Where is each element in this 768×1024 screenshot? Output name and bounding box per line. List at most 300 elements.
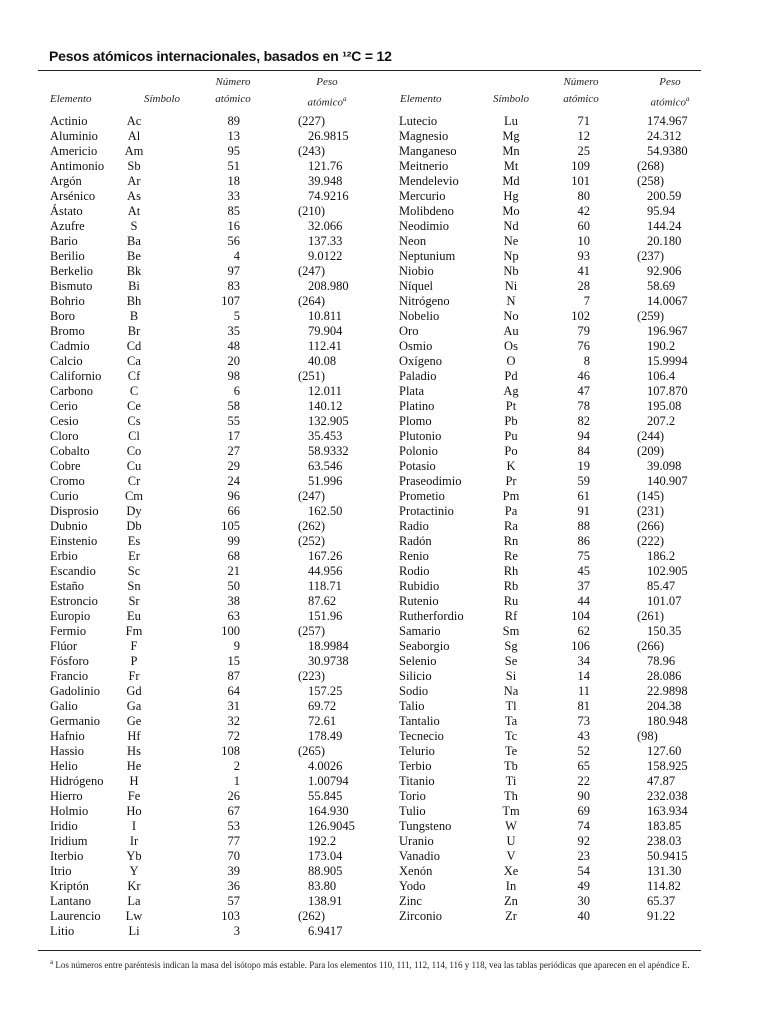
atomic-weight: 190.2 [647,339,676,353]
element-name: Torio [399,789,426,803]
element-symbol: Th [504,789,518,803]
atomic-number: 19 [577,459,590,473]
header-weight-line2: atómico [307,96,343,109]
table-row [399,384,719,399]
table-row [399,429,719,444]
table-row [50,144,380,159]
header-number-line2: atómico [563,93,599,105]
element-name: Iridium [50,834,88,848]
element-symbol: Sb [127,159,141,173]
element-symbol: Pb [504,414,518,428]
table-row [50,294,380,309]
atomic-weight: 164.930 [308,804,349,818]
element-symbol: Cm [124,489,144,503]
element-name: Gadolinio [50,684,100,698]
element-name: Californio [50,369,102,383]
atomic-weight: 173.04 [308,849,343,863]
atomic-number: 73 [577,714,590,728]
atomic-number: 90 [577,789,590,803]
element-symbol: Ho [126,804,142,818]
atomic-number: 27 [227,444,240,458]
atomic-number: 24 [227,474,240,488]
element-name: Francio [50,669,89,683]
header-weight-line1: Peso [659,76,681,88]
atomic-weight: (251) [298,369,326,383]
element-name: Renio [399,549,429,563]
atomic-number: 62 [577,624,590,638]
element-symbol: P [130,654,138,668]
element-symbol: Na [503,684,519,698]
element-symbol: Pd [504,369,518,383]
table-row [399,519,719,534]
atomic-weight: 132.905 [308,414,349,428]
table-row [399,609,719,624]
atomic-number: 35 [227,324,240,338]
atomic-weight: 118.71 [308,579,342,593]
element-symbol: Te [504,744,518,758]
table-row [399,534,719,549]
table-row [50,369,380,384]
element-name: Vanadio [399,849,440,863]
table-row [50,324,380,339]
atomic-weight: (244) [637,429,665,443]
table-row [399,159,719,174]
atomic-number: 88 [577,519,590,533]
element-symbol: Sc [127,564,141,578]
table-row [399,489,719,504]
element-symbol: Bh [126,294,142,308]
table-row [50,309,380,324]
atomic-weight: 88.905 [308,864,343,878]
atomic-number: 99 [227,534,240,548]
element-symbol: Mg [502,129,520,143]
table-row [399,324,719,339]
atomic-weight: 186.2 [647,549,676,563]
element-name: Radón [399,534,432,548]
atomic-weight: 151.96 [308,609,343,623]
atomic-weight: (266) [637,519,665,533]
atomic-weight: (210) [298,204,326,218]
atomic-weight: 44.956 [308,564,343,578]
element-symbol: Ag [503,384,519,398]
atomic-weight: 107.870 [647,384,688,398]
element-symbol: Os [504,339,518,353]
element-symbol: Zn [504,894,518,908]
table-row [399,249,719,264]
header-symbol-label: Símbolo [492,93,530,105]
atomic-number: 32 [227,714,240,728]
atomic-weight: 127.60 [647,744,682,758]
table-row [50,174,380,189]
element-symbol: Ac [126,114,142,128]
element-name: Bario [50,234,78,248]
element-name: Rutherfordio [399,609,464,623]
element-name: Disprosio [50,504,99,518]
element-name: Cadmio [50,339,90,353]
element-symbol: Pa [504,504,518,518]
atomic-number: 51 [227,159,240,173]
bottom-rule [38,950,701,951]
header-weight-line2: atómico [650,96,686,109]
atomic-number: 89 [227,114,240,128]
element-name: Europio [50,609,91,623]
atomic-number: 15 [227,654,240,668]
element-name: Titanio [399,774,435,788]
element-name: Lantano [50,894,91,908]
table-row [50,189,380,204]
atomic-number: 8 [583,354,590,368]
element-symbol: Hf [127,729,141,743]
element-symbol: Am [124,144,144,158]
atomic-weight: 28.086 [647,669,682,683]
atomic-number: 106 [571,639,590,653]
atomic-weight: 232.038 [647,789,688,803]
atomic-number: 71 [577,114,590,128]
element-name: Laurencio [50,909,101,923]
table-row [50,744,380,759]
atomic-number: 23 [577,849,590,863]
element-name: Xenón [399,864,433,878]
atomic-weight: (264) [298,294,326,308]
table-row [50,789,380,804]
element-symbol: Sn [127,579,141,593]
atomic-weight: (257) [298,624,326,638]
atomic-weight: 69.72 [308,699,337,713]
element-name: Meitnerio [399,159,449,173]
atomic-weight: 85.47 [647,579,676,593]
atomic-number: 10 [577,234,590,248]
atomic-number: 42 [577,204,590,218]
element-name: Mercurio [399,189,446,203]
element-symbol: Po [504,444,518,458]
element-name: Carbono [50,384,94,398]
table-row [50,909,380,924]
element-name: Actinio [50,114,88,128]
element-symbol: Zr [505,909,517,923]
element-symbol: Mn [502,144,520,158]
atomic-weight: (259) [637,309,665,323]
element-name: Neptunium [399,249,456,263]
table-row [50,864,380,879]
atomic-number: 3 [233,924,240,938]
element-name: Hafnio [50,729,85,743]
atomic-weight: 91.22 [647,909,676,923]
table-row [50,159,380,174]
element-name: Manganeso [399,144,457,158]
element-name: Plomo [399,414,432,428]
element-name: Silicio [399,669,432,683]
element-name: Aluminio [50,129,98,143]
table-row [399,339,719,354]
right-element-table [399,114,719,924]
table-row [50,639,380,654]
atomic-weight: (258) [637,174,665,188]
element-symbol: Cl [128,429,140,443]
element-symbol: Rn [503,534,519,548]
atomic-number: 18 [227,174,240,188]
element-symbol: Fe [127,789,141,803]
element-symbol: Fr [128,669,140,683]
atomic-number: 25 [577,144,590,158]
element-symbol: Lu [504,114,518,128]
element-name: Cloro [50,429,79,443]
table-row [399,789,719,804]
header-element-label: Elemento [50,93,92,105]
element-symbol: Ga [126,699,142,713]
atomic-number: 87 [227,669,240,683]
element-name: Lutecio [399,114,438,128]
element-name: Helio [50,759,78,773]
header-element-left [50,91,92,108]
atomic-weight: (98) [637,729,658,743]
element-symbol: Fm [125,624,143,638]
element-symbol: Ra [504,519,518,533]
table-row [50,429,380,444]
element-name: Fósforo [50,654,89,668]
table-row [50,849,380,864]
header-number-line1: Número [563,76,599,88]
table-row [399,834,719,849]
table-row [50,804,380,819]
atomic-number: 14 [577,669,590,683]
atomic-weight: 238.03 [647,834,682,848]
element-symbol: Be [127,249,141,263]
atomic-weight: 30.9738 [308,654,349,668]
atomic-weight: 39.948 [308,174,343,188]
element-name: Radio [399,519,429,533]
table-row [50,489,380,504]
element-name: Cobalto [50,444,90,458]
element-symbol: Nd [503,219,519,233]
element-symbol: S [130,219,138,233]
table-row [50,654,380,669]
atomic-number: 77 [227,834,240,848]
header-number-line2: atómico [215,93,251,105]
element-name: Zinc [399,894,422,908]
atomic-number: 46 [577,369,590,383]
element-name: Polonio [399,444,438,458]
element-name: Hassio [50,744,85,758]
atomic-weight: 47.87 [647,774,676,788]
atomic-weight: 106.4 [647,369,676,383]
element-name: Sodio [399,684,429,698]
atomic-number: 85 [227,204,240,218]
atomic-weight: (231) [637,504,665,518]
atomic-number: 36 [227,879,240,893]
atomic-weight: (247) [298,489,326,503]
atomic-weight: 55.845 [308,789,343,803]
element-name: Boro [50,309,75,323]
atomic-weight: 167.26 [308,549,343,563]
table-row [399,354,719,369]
atomic-number: 63 [227,609,240,623]
element-name: Tungsteno [399,819,452,833]
table-row [399,624,719,639]
table-row [399,864,719,879]
element-symbol: Sr [128,594,140,608]
element-symbol: U [506,834,516,848]
table-row [399,879,719,894]
atomic-number: 82 [577,414,590,428]
atomic-number: 33 [227,189,240,203]
element-symbol: Cd [126,339,142,353]
table-row [50,219,380,234]
atomic-weight: 12.011 [308,384,342,398]
table-row [50,579,380,594]
header-symbol-left [132,91,192,108]
atomic-number: 40 [577,909,590,923]
element-symbol: Ne [503,234,519,248]
element-symbol: Ar [127,174,141,188]
atomic-number: 37 [577,579,590,593]
element-name: Cerio [50,399,78,413]
element-symbol: At [127,204,141,218]
header-weight-line1: Peso [316,76,338,88]
atomic-number: 9 [233,639,240,653]
element-symbol: Bk [126,264,142,278]
table-row [399,144,719,159]
table-row [399,744,719,759]
atomic-weight: (222) [637,534,665,548]
table-row [399,684,719,699]
atomic-weight: (237) [637,249,665,263]
element-name: Platino [399,399,435,413]
atomic-weight: 79.904 [308,324,343,338]
footnote-text: Los números entre paréntesis indican la masa del isótopo más estable. Para los elementos 110, 111, 112, 114, 116 y 118, vea las tablas periódicas que aparecen en el apéndice E. [55,960,690,970]
atomic-weight: (243) [298,144,326,158]
table-row [399,279,719,294]
atomic-weight: 114.82 [647,879,681,893]
atomic-weight: 207.2 [647,414,676,428]
table-row [399,369,719,384]
atomic-number: 92 [577,834,590,848]
atomic-number: 12 [577,129,590,143]
atomic-weight: 87.62 [308,594,337,608]
element-symbol: Sm [502,624,520,638]
atomic-weight: 50.9415 [647,849,688,863]
table-row [50,759,380,774]
atomic-weight: 174.967 [647,114,688,128]
atomic-number: 49 [577,879,590,893]
atomic-weight: (261) [637,609,665,623]
atomic-weight: 26.9815 [308,129,349,143]
element-name: Tantalio [399,714,440,728]
element-name: Fermio [50,624,87,638]
atomic-weight: (223) [298,669,326,683]
atomic-weight: (262) [298,909,326,923]
atomic-weight: (252) [298,534,326,548]
element-name: Osmio [399,339,433,353]
table-row [50,714,380,729]
table-row [399,234,719,249]
atomic-number: 76 [577,339,590,353]
atomic-number: 20 [227,354,240,368]
element-name: Antimonio [50,159,105,173]
atomic-weight: 74.9216 [308,189,349,203]
atomic-number: 75 [577,549,590,563]
element-symbol: Y [129,864,139,878]
element-symbol: V [506,849,516,863]
table-row [50,624,380,639]
element-name: Bismuto [50,279,93,293]
element-symbol: Hg [503,189,519,203]
element-name: Prometio [399,489,445,503]
atomic-weight: 18.9984 [308,639,349,653]
atomic-number: 84 [577,444,590,458]
element-name: Neodimio [399,219,449,233]
table-row [399,819,719,834]
atomic-weight: 10.811 [308,309,342,323]
element-symbol: Es [127,534,141,548]
element-name: Cromo [50,474,85,488]
element-name: Estaño [50,579,85,593]
element-symbol: Cf [127,369,141,383]
element-name: Terbio [399,759,432,773]
element-name: Níquel [399,279,434,293]
table-row [50,774,380,789]
table-row [399,399,719,414]
element-symbol: Pu [504,429,518,443]
atomic-number: 68 [227,549,240,563]
element-symbol: Cu [126,459,142,473]
header-weight-mark: a [342,95,347,103]
element-symbol: N [506,294,516,308]
atomic-weight: 131.30 [647,864,682,878]
element-name: Holmio [50,804,89,818]
atomic-weight: 158.925 [647,759,688,773]
atomic-number: 61 [577,489,590,503]
atomic-number: 93 [577,249,590,263]
element-symbol: Si [505,669,517,683]
element-symbol: B [129,309,139,323]
element-symbol: Mt [503,159,519,173]
atomic-number: 79 [577,324,590,338]
element-symbol: Kr [127,879,141,893]
table-row [50,114,380,129]
atomic-weight: 102.905 [647,564,688,578]
header-element-label: Elemento [400,93,442,105]
atomic-number: 7 [583,294,590,308]
element-name: Tecnecio [399,729,444,743]
table-row [399,894,719,909]
page-title: Pesos atómicos internacionales, basados en ¹²C = 12 [49,48,392,64]
atomic-number: 57 [227,894,240,908]
atomic-weight: 180.948 [647,714,688,728]
atomic-number: 91 [577,504,590,518]
element-name: Praseodimio [399,474,462,488]
table-row [399,414,719,429]
element-name: Cesio [50,414,79,428]
element-symbol: In [505,879,517,893]
atomic-weight: 22.9898 [647,684,688,698]
element-name: Protactinio [399,504,454,518]
footnote [50,958,710,970]
atomic-number: 45 [577,564,590,578]
atomic-number: 94 [577,429,590,443]
atomic-number: 66 [227,504,240,518]
atomic-weight: 137.33 [308,234,343,248]
element-symbol: He [126,759,142,773]
atomic-weight: 138.91 [308,894,343,908]
atomic-weight: 54.9380 [647,144,688,158]
header-number-right [552,74,610,108]
atomic-weight: (247) [298,264,326,278]
atomic-weight: (227) [298,114,326,128]
element-name: Zirconio [399,909,443,923]
atomic-number: 4 [233,249,240,263]
element-symbol: Eu [127,609,141,623]
atomic-number: 31 [227,699,240,713]
